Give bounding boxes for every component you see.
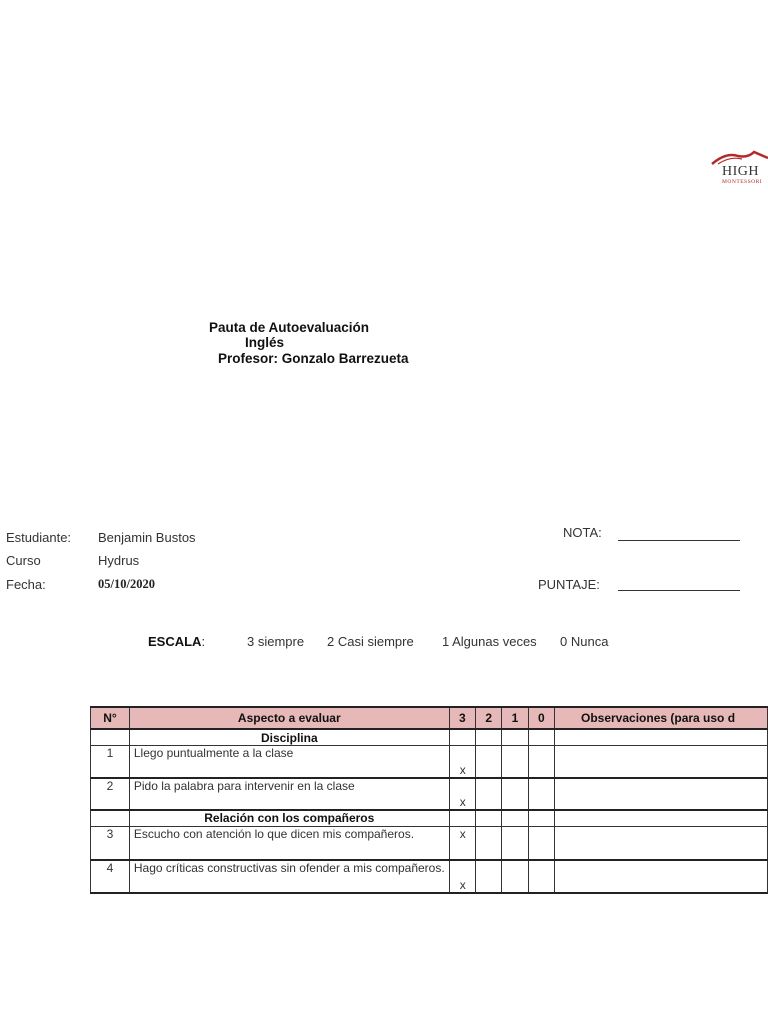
row-mark-3[interactable] [449,826,475,860]
scale-option-1: 1 Algunas veces [442,634,537,649]
header-aspect: Aspecto a evaluar [129,707,449,729]
section-title: Relación con los compañeros [129,810,449,827]
section-row [91,810,768,827]
row-mark-3[interactable] [449,746,475,778]
scale-colon: : [201,634,206,649]
header-1: 1 [502,707,528,729]
row-mark-0[interactable] [528,778,554,810]
course-value: Hydrus [98,553,140,568]
row-observations[interactable] [555,778,768,810]
header-num: N° [91,707,130,729]
logo-subtext: MONTESSORI [722,179,763,185]
row-observations[interactable] [555,826,768,860]
row-aspect: Pido la palabra para intervenir en la clase [129,778,449,810]
row-mark: x [459,878,466,892]
row-mark-2[interactable] [476,860,502,893]
header-3: 3 [449,707,475,729]
row-observations[interactable] [555,860,768,893]
teacher-title: Profesor: Gonzalo Barrezueta [218,351,409,366]
row-mark-2[interactable] [476,826,502,860]
student-value: Benjamin Bustos [98,530,196,545]
row-mark-3[interactable] [449,778,475,810]
row-observations[interactable] [555,746,768,778]
header-2: 2 [476,707,502,729]
section-title: Disciplina [129,729,449,746]
row-aspect: Llego puntualmente a la clase [129,746,449,778]
date-value: 05/10/2020 [98,577,155,591]
page-title: Pauta de Autoevaluación [209,320,370,335]
row-mark-3[interactable] [449,860,475,893]
course-label: Curso [6,553,41,568]
section-row [91,729,768,746]
school-logo [708,148,768,188]
row-mark-1[interactable] [502,778,528,810]
row-num: 2 [91,778,130,810]
row-mark-0[interactable] [528,746,554,778]
row-num: 3 [91,826,130,860]
row-mark-2[interactable] [476,746,502,778]
puntaje-label: PUNTAJE: [538,577,600,592]
row-mark-0[interactable] [528,860,554,893]
table-row [91,746,768,778]
subject-title: Inglés [245,335,285,350]
table-row [91,860,768,893]
row-mark-1[interactable] [502,826,528,860]
header-observations: Observaciones (para uso d [555,707,768,729]
nota-line [618,540,740,541]
scale-label-text: ESCALA [148,634,202,649]
row-mark-2[interactable] [476,778,502,810]
puntaje-line [618,590,740,591]
row-mark-1[interactable] [502,860,528,893]
row-mark-0[interactable] [528,826,554,860]
row-aspect: Escucho con atención lo que dicen mis compañeros. [129,826,449,860]
table-row [91,778,768,810]
row-mark: x [459,762,466,777]
row-mark: x [459,826,466,841]
logo-text: HIGH [722,164,759,179]
row-aspect: Hago críticas constructivas sin ofender a mis compañeros. [129,860,449,893]
student-label: Estudiante: [6,530,72,545]
evaluation-table [90,706,768,894]
row-mark: x [459,794,466,809]
date-label: Fecha: [6,577,46,592]
header-0: 0 [528,707,554,729]
row-num: 4 [91,860,130,893]
row-num: 1 [91,746,130,778]
row-mark-1[interactable] [502,746,528,778]
nota-label: NOTA: [563,525,602,540]
scale-option-2: 2 Casi siempre [327,634,414,649]
scale-option-3: 3 siempre [247,634,305,649]
table-header-row [91,707,768,729]
scale-label [148,634,205,649]
table-row [91,826,768,860]
scale-option-0: 0 Nunca [560,634,609,649]
